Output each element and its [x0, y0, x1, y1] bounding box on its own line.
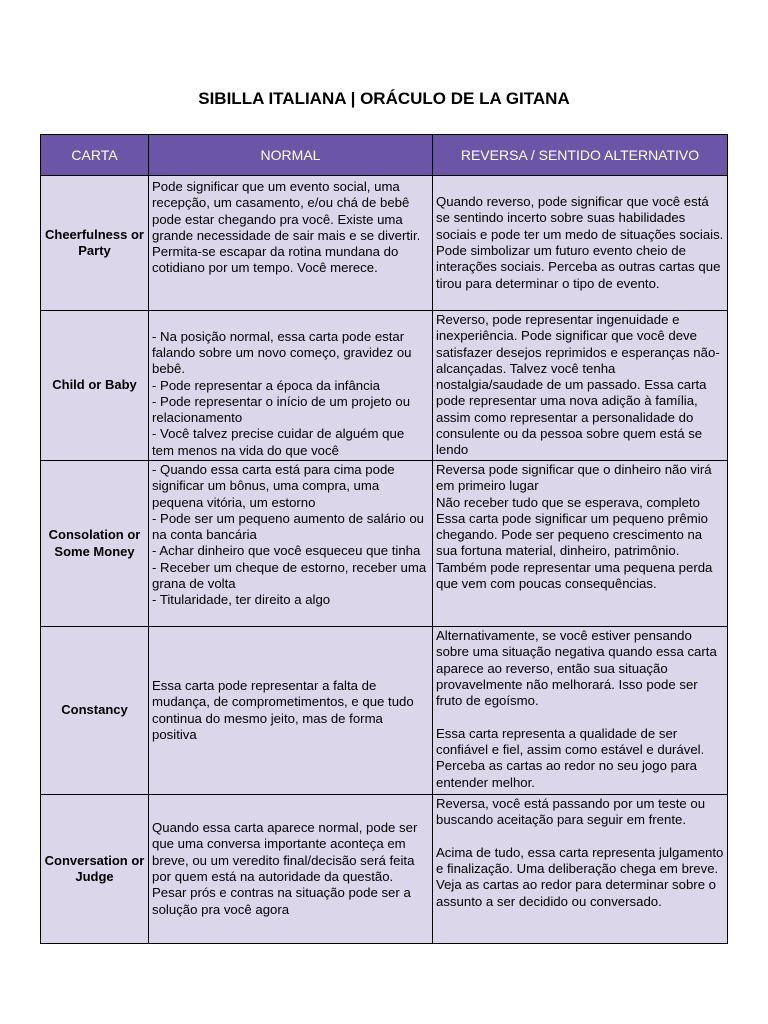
page-title: SIBILLA ITALIANA | ORÁCULO DE LA GITANA	[198, 89, 570, 108]
column-header-reverse: REVERSA / SENTIDO ALTERNATIVO	[433, 135, 728, 176]
table-header-row	[41, 135, 728, 176]
normal-meaning: - Quando essa carta está para cima pode significar um bônus, uma compra, uma pequena vitória, um estorno - Pode ser um pequeno aumento de salário ou na conta bancária - Achar dinheiro que você esqueceu que tinha - Receber um cheque de estorno, receber uma grana de volta - Titularidade, ter direito a algo	[149, 461, 433, 627]
table-row	[41, 311, 728, 461]
normal-meaning: Quando essa carta aparece normal, pode ser que uma conversa importante aconteça em breve, ou um veredito final/decisão será feita por quem está na autoridade da questão. Pesar prós e contras na situação pode ser a solução pra você agora	[149, 795, 433, 944]
normal-meaning: Pode significar que um evento social, uma recepção, um casamento, e/ou chá de bebê pode estar chegando pra você. Existe uma grande necessidade de sair mais e se divertir. Permita-se escapar da rotina mundana do cotidiano por um tempo. Você merece.	[149, 176, 433, 311]
table-row	[41, 461, 728, 627]
card-name: Cheerfulness or Party	[41, 176, 149, 311]
card-name: Consolation or Some Money	[41, 461, 149, 627]
table-row	[41, 176, 728, 311]
column-header-card: CARTA	[41, 135, 149, 176]
column-header-normal: NORMAL	[149, 135, 433, 176]
table-row	[41, 627, 728, 795]
reverse-meaning: Reverso, pode representar ingenuidade e inexperiência. Pode significar que você deve satisfazer desejos reprimidos e esperanças não-alcançadas. Talvez você tenha nostalgia/saudade de um passado. Essa carta pode representar uma nova adição à família, assim como representar a personalidade do consulente ou da pessoa sobre quem está se lendo	[433, 311, 728, 461]
reverse-meaning: Quando reverso, pode significar que você está se sentindo incerto sobre suas habilidades sociais e pode ter um medo de situações sociais. Pode simbolizar um futuro evento cheio de interações sociais. Perceba as outras cartas que tirou para determinar o tipo de evento.	[433, 176, 728, 311]
card-name: Conversation or Judge	[41, 795, 149, 944]
reverse-meaning: Alternativamente, se você estiver pensando sobre uma situação negativa quando essa carta aparece ao reverso, então sua situação provavelmente não melhorará. Isso pode ser fruto de egoísmo. Essa carta representa a qualidade de ser confiável e fiel, assim como estável e durável. Perceba as cartas ao redor no seu jogo para entender melhor.	[433, 627, 728, 795]
table-row	[41, 795, 728, 944]
normal-meaning: Essa carta pode representar a falta de mudança, de comprometimentos, e que tudo continua do mesmo jeito, mas de forma positiva	[149, 627, 433, 795]
reverse-meaning: Reversa pode significar que o dinheiro não virá em primeiro lugar Não receber tudo que se esperava, completo Essa carta pode significar um pequeno prêmio chegando. Pode ser pequeno crescimento na sua fortuna material, dinheiro, patrimônio. Também pode representar uma pequena perda que vem com poucas consequências.	[433, 461, 728, 627]
normal-meaning: - Na posição normal, essa carta pode estar falando sobre um novo começo, gravidez ou bebê. - Pode representar a época da infância - Pode representar o início de um projeto ou relacionamento - Você talvez precise cuidar de alguém que tem menos na vida do que você	[149, 311, 433, 461]
reverse-meaning: Reversa, você está passando por um teste ou buscando aceitação para seguir em frente. Acima de tudo, essa carta representa julgamento e finalização. Uma deliberação chega em breve. Veja as cartas ao redor para determinar sobre o assunto a ser decidido ou conversado.	[433, 795, 728, 944]
card-name: Constancy	[41, 627, 149, 795]
oracle-table	[40, 134, 728, 944]
card-name: Child or Baby	[41, 311, 149, 461]
